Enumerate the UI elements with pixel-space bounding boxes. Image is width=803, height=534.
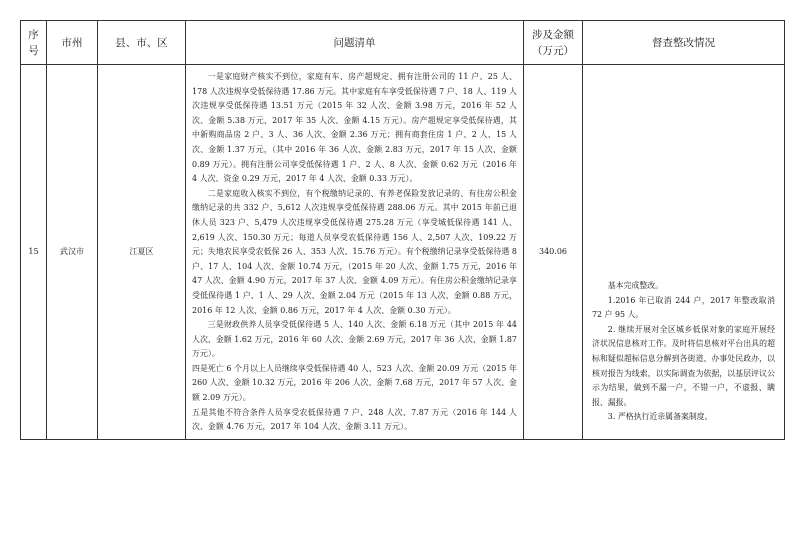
rectify-paragraph-2: 1.2016 年已取消 244 户，2017 年整改取消 72 户 95 人。 [592, 295, 775, 320]
header-rectify: 督查整改情况 [583, 21, 785, 65]
inspection-table [20, 20, 785, 440]
header-county: 县、市、区 [98, 21, 186, 65]
rectify-paragraph-3: 2. 继续开展对全区城乡低保对象的家庭开展经济状况信息核对工作。及时将信息核对平台出具的超标和疑似超标信息分解到各街道、办事处民政办，以核对报告为线索，以实际调查为依据，以基层评议公示为结果，做到不漏一户，不错一户，不虚报、瞒报、漏报。 [592, 324, 775, 407]
cell-rectify [583, 65, 785, 440]
issue-paragraph-1: 一是家庭财产核实不到位，家庭有车、房产超规定、拥有注册公司的 11 户、25 人、178 人次违规享受低保待遇 17.86 万元。其中家庭有车享受低保待遇 7 户、18 人、119 人次违规享受低保待遇 13.51 万元（2015 年 32 人次、金额 3.98 万元，2016 年 52 人次、金额 5.38 万元，2017 年 35 人次、金额 4.15 万元）。房产超规定享受低保待遇，其中新购商品房 2 户、3 人、36 人次、金额 2.36 万元；拥有商套住房 1 户、2 人、15 人次、金额 1.37 万元，（其中 2016 年 36 人次、金额 2.83 万元，2017 年 15 人次、金额 0.89 万元）。拥有注册公司享受低保待遇 1 户、2 人、8 人次、金额 0.62 万元（2016 年 4 人次、资金 0.29 万元，2017 年 4 人次、金额 0.33 万元）。 [192, 72, 517, 184]
table-row [21, 65, 785, 440]
header-amount-label: 涉及金额（万元） [532, 28, 574, 57]
rectify-paragraph-1: 基本完成整改。 [607, 281, 664, 290]
cell-county: 江夏区 [98, 65, 186, 440]
header-city: 市州 [47, 21, 98, 65]
cell-amount: 340.06 [524, 65, 583, 440]
cell-city: 武汉市 [47, 65, 98, 440]
issue-paragraph-5: 五是其他不符合条件人员享受农低保待遇 7 户、248 人次、7.87 万元（2016 年 144 人次、金额 4.76 万元，2017 年 104 人次、金额 3.11 万元）。 [192, 407, 517, 432]
issue-paragraph-3: 三是财政供养人员享受低保待遇 5 人、140 人次、金额 6.18 万元（其中 2015 年 44 人次、金额 1.62 万元，2016 年 60 人次、金额 2.69 万元，2017 年 36 人次、金额 1.87 万元）。 [192, 320, 517, 359]
issue-paragraph-2: 二是家庭收入核实不到位，有个税缴纳记录的、有养老保险发放记录的、有住房公积金缴纳记录的共 332 户、5,612 人次违规享受低保待遇 288.06 万元。其中 2015 年前已退休人员 323 户、5,479 人次违规享受低保待遇 275.28 万元（享受城低保待遇 141 人、2,619 人次、150.30 万元；每道人员享受农低保待遇 156 人、2,507 人次、109.22 万元；失地农民享受农低保 26 人、353 人次、15.76 万元）。有个税缴纳记录享受低保待遇 8 户、17 人、104 人次、金额 10.74 万元，（2015 年 20 人次、金额 1.75 万元，2016 年 47 人次、金额 4.90 万元，2017 年 37 人次、金额 4.09 万元）。有住房公积金缴纳记录享受低保待遇 1 户、1 人、29 人次、金额 2.04 万元（2015 年 13 人次、金额 0.88 万元，2016 年 12 人次、金额 0.86 万元，2017 年 4 人次、金额 0.30 万元）。 [192, 188, 517, 315]
header-seq [21, 21, 47, 65]
cell-issues [186, 65, 524, 440]
header-issues: 问题清单 [186, 21, 524, 65]
cell-seq: 15 [21, 65, 47, 440]
header-seq-label: 序号 [28, 28, 39, 57]
header-row [21, 21, 785, 65]
header-amount [524, 21, 583, 65]
rectify-paragraph-4: 3. 严格执行近亲属备案制度。 [607, 412, 713, 422]
issue-paragraph-4: 四是死亡 6 个月以上人员继续享受低保待遇 40 人、523 人次、金额 20.09 万元（2015 年 260 人次、金额 10.32 万元，2016 年 206 人次、金额 7.68 万元，2017 年 57 人次、金额 2.09 万元）。 [192, 363, 517, 403]
